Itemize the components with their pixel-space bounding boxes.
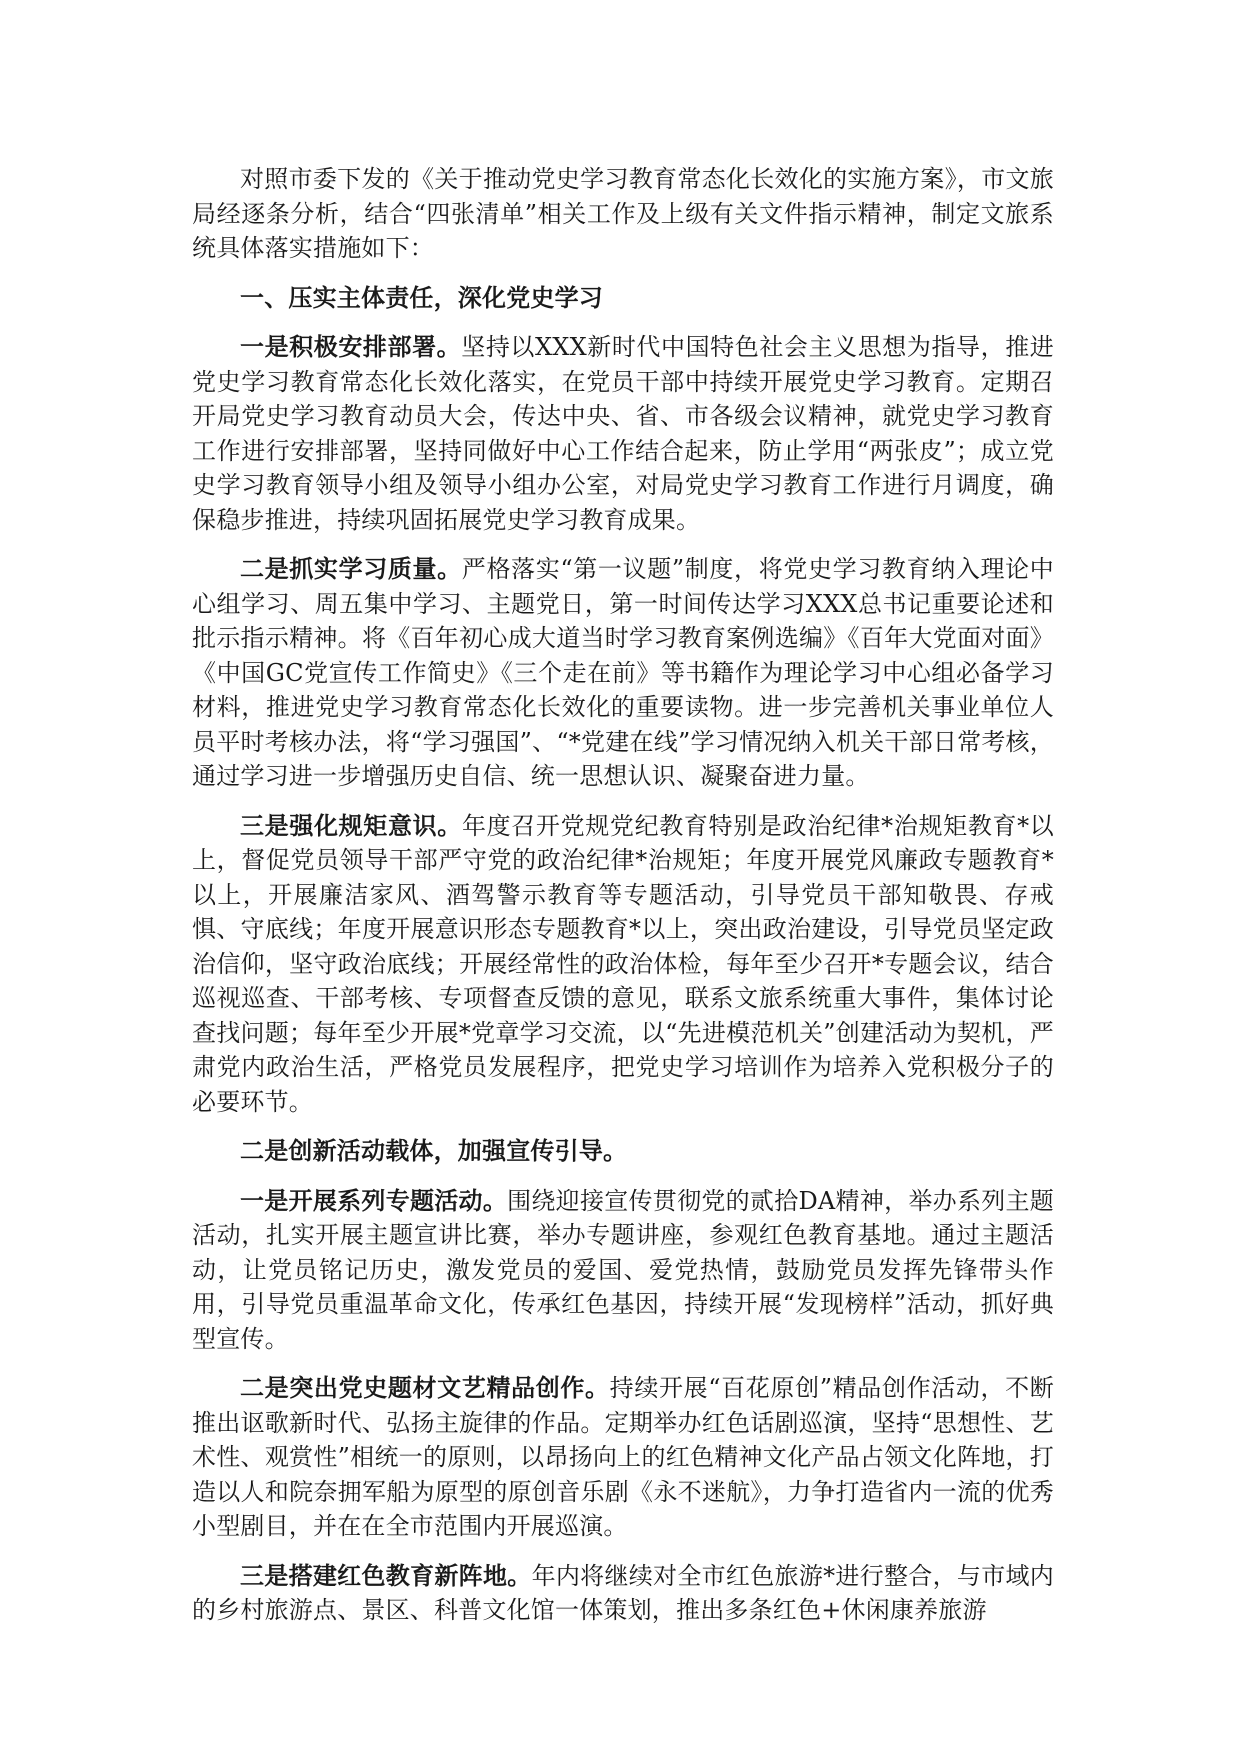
section-2-item-3: [192, 1559, 1054, 1628]
section-2-item-1: [192, 1184, 1054, 1357]
section-2-item-2: [192, 1371, 1054, 1544]
item-lead: 二是抓实学习质量。: [240, 554, 462, 583]
section-1-item-1: [192, 330, 1054, 537]
item-lead: 二是突出党史题材文艺精品创作。: [240, 1373, 610, 1402]
item-lead: 一是积极安排部署。: [240, 332, 462, 361]
section-1-item-3: [192, 809, 1054, 1120]
section-1-heading: 一、压实主体责任，深化党史学习: [240, 282, 603, 312]
document-page: [192, 162, 1054, 1643]
section-2-heading: 二是创新活动载体，加强宣传引导。: [240, 1136, 628, 1165]
item-lead: 三是强化规矩意识。: [240, 810, 462, 840]
item-body: 坚持以XXX新时代中国特色社会主义思想为指导，推进党史学习教育常态化长效化落实，在党员干部中持续开展党史学习教育。定期召开局党史学习教育动员大会，传达中央、省、市各级会议精神，就党史学习教育工作进行安排部署，坚持同做好中心工作结合起来，防止学用“两张皮”；成立党史学习教育领导小组及领导小组办公室，对局党史学习教育工作进行月调度，确保稳步推进，持续巩固拓展党史学习教育成果。: [192, 333, 1054, 534]
item-body: 年度召开党规党纪教育特别是政治纪律*治规矩教育*以上，督促党员领导干部严守党的政治纪律*治规矩；年度开展党风廉政专题教育*以上，开展廉洁家风、酒驾警示教育等专题活动，引导党员干部知敬畏、存戒惧、守底线；年度开展意识形态专题教育*以上，突出政治建设，引导党员坚定政治信仰，坚守政治底线；开展经常性的政治体检，每年至少召开*专题会议，结合巡视巡查、干部考核、专项督查反馈的意见，联系文旅系统重大事件，集体讨论查找问题；每年至少开展*党章学习交流，以“先进模范机关”创建活动为契机，严肃党内政治生活，严格党员发展程序，把党史学习培训作为培养入党积极分子的必要环节。: [192, 811, 1054, 1116]
section-1-item-2: [192, 552, 1054, 794]
intro-paragraph: 对照市委下发的《关于推动党史学习教育常态化长效化的实施方案》，市文旅局经逐条分析，结合“四张清单”相关工作及上级有关文件指示精神，制定文旅系统具体落实措施如下：: [192, 165, 1054, 262]
item-body: 严格落实“第一议题”制度，将党史学习教育纳入理论中心组学习、周五集中学习、主题党日，第一时间传达学习XXX总书记重要论述和批示指示精神。将《百年初心成大道当时学习教育案例选编》《百年大党面对面》《中国GC党宣传工作简史》《三个走在前》等书籍作为理论学习中心组必备学习材料，推进党史学习教育常态化长效化的重要读物。进一步完善机关事业单位人员平时考核办法，将“学习强国”、“*党建在线”学习情况纳入机关干部日常考核，通过学习进一步增强历史自信、统一思想认识、凝聚奋进力量。: [192, 555, 1054, 790]
item-body: 围绕迎接宣传贯彻党的贰拾DA精神，举办系列主题活动，扎实开展主题宣讲比赛，举办专题讲座，参观红色教育基地。通过主题活动，让党员铭记历史，激发党员的爱国、爱党热情，鼓励党员发挥先锋带头作用，引导党员重温革命文化，传承红色基因，持续开展“发现榜样”活动，抓好典型宣传。: [192, 1186, 1054, 1353]
item-body: 持续开展“百花原创”精品创作活动，不断推出讴歌新时代、弘扬主旋律的作品。定期举办红色话剧巡演，坚持“思想性、艺术性、观赏性”相统一的原则，以昂扬向上的红色精神文化产品占领文化阵地，打造以人和院奈拥军船为原型的原创音乐剧《永不迷航》，力争打造省内一流的优秀小型剧目，并在在全市范围内开展巡演。: [192, 1374, 1055, 1540]
item-body: 年内将继续对全市红色旅游*进行整合，与市域内的乡村旅游点、景区、科普文化馆一体策划，推出多条红色+休闲康养旅游: [192, 1561, 1054, 1624]
item-lead: 一是开展系列专题活动。: [240, 1185, 508, 1215]
item-lead: 三是搭建红色教育新阵地。: [240, 1560, 532, 1590]
